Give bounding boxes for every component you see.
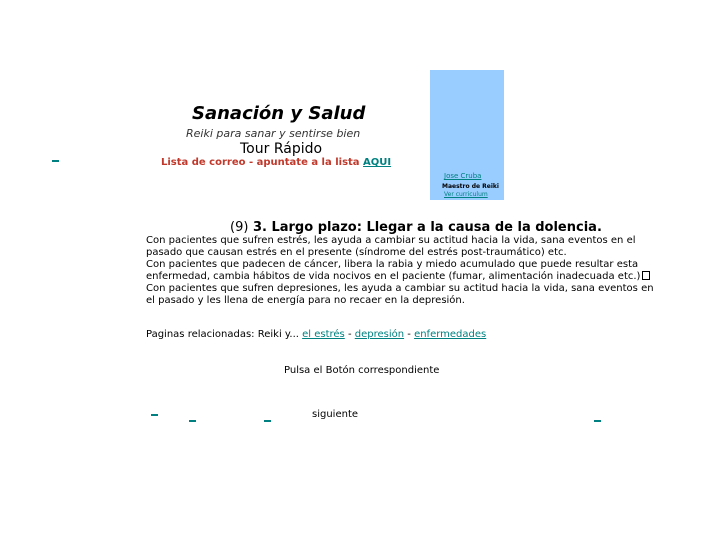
sidebar-image-panel bbox=[430, 70, 504, 200]
nav-instruction: Pulsa el Botón correspondiente bbox=[284, 365, 440, 376]
section-heading bbox=[230, 220, 602, 235]
related-separator: - bbox=[344, 329, 355, 340]
mailing-list-link[interactable]: AQUI bbox=[363, 157, 392, 168]
mailing-list-text: Lista de correo - apuntate a la lista bbox=[161, 157, 364, 168]
site-title: Sanación y Salud bbox=[192, 103, 366, 124]
mailing-list-line bbox=[161, 157, 391, 168]
nav-button-4[interactable] bbox=[594, 420, 601, 422]
nav-button-3[interactable] bbox=[264, 420, 271, 422]
section-number: (9) bbox=[230, 220, 249, 235]
paragraph-depression: Con pacientes que sufren depresiones, les ayuda a cambiar su actitud hacia la vida, sana eventos en el pasado y les llena de energía para no recaer en la depresión. bbox=[146, 283, 654, 306]
left-nav-link[interactable] bbox=[52, 160, 59, 162]
related-link-depression[interactable]: depresión bbox=[354, 329, 405, 340]
site-subtitle: Reiki para sanar y sentirse bien bbox=[186, 127, 361, 140]
related-pages bbox=[146, 329, 486, 340]
paragraph-cancer-text: Con pacientes que padecen de cáncer, libera la rabia y miedo acumulado que puede resultar esta enfermedad, cambia hábitos de vida nocivos en el paciente (fumar, alimentación inadecuada etc.) bbox=[146, 259, 641, 282]
section-title-text: 3. Largo plazo: Llegar a la causa de la dolencia. bbox=[248, 220, 602, 235]
article-body bbox=[146, 235, 658, 307]
author-name-link[interactable]: Jose Cruba bbox=[444, 172, 482, 180]
author-role: Maestro de Reiki bbox=[442, 183, 499, 190]
nav-button-2[interactable] bbox=[189, 420, 196, 422]
paragraph-cancer bbox=[146, 259, 658, 283]
paragraph-stress: Con pacientes que sufren estrés, les ayuda a cambiar su actitud hacia la vida, sana eventos en el pasado que causan estrés en el presente (síndrome del estrés post-traumático) etc. bbox=[146, 235, 636, 258]
related-prefix: Paginas relacionadas: Reiki y... bbox=[146, 329, 303, 340]
missing-glyph-icon bbox=[642, 271, 650, 280]
tour-heading: Tour Rápido bbox=[240, 141, 323, 157]
related-link-stress[interactable]: el estrés bbox=[302, 329, 345, 340]
curriculum-link[interactable]: Ver curriculum bbox=[444, 191, 488, 198]
related-link-diseases[interactable]: enfermedades bbox=[414, 329, 487, 340]
nav-button-1[interactable] bbox=[151, 414, 158, 416]
related-separator: - bbox=[404, 329, 415, 340]
next-button-label[interactable]: siguiente bbox=[312, 409, 359, 420]
